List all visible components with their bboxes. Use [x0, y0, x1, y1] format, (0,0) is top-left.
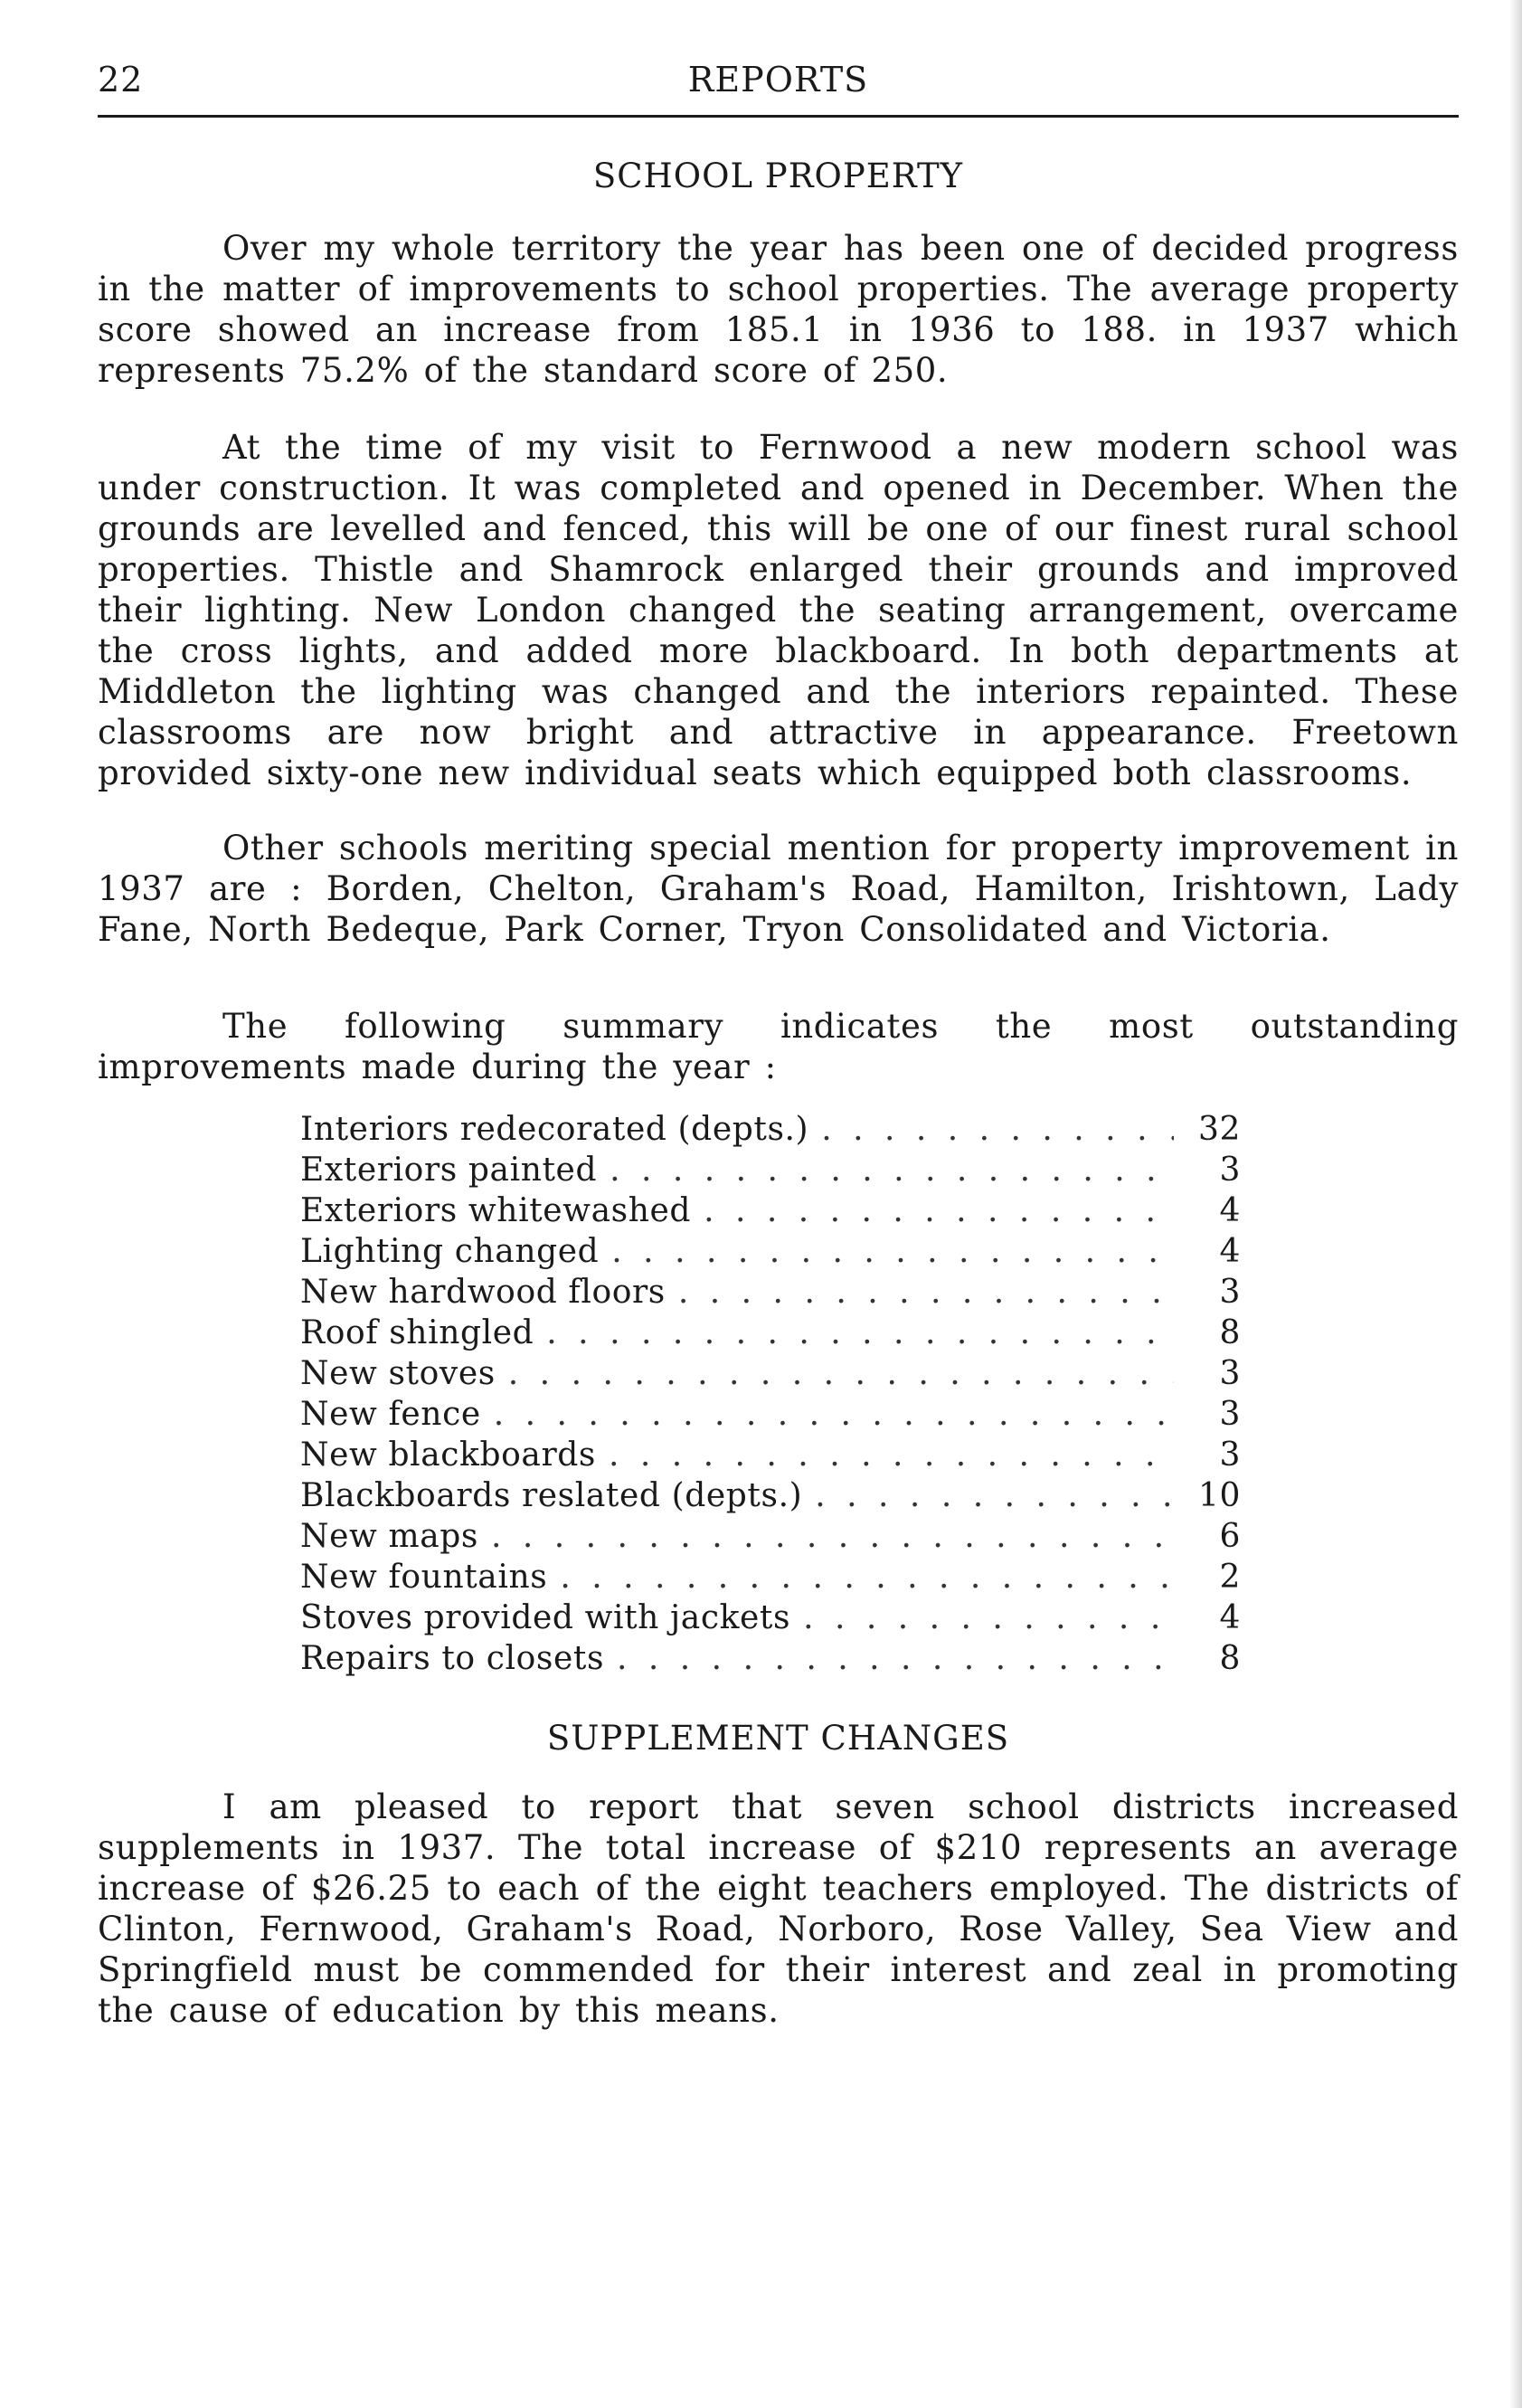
- summary-row: [300, 1477, 1241, 1518]
- summary-label: New fountains: [300, 1559, 548, 1596]
- summary-row: [300, 1314, 1241, 1355]
- running-title: REPORTS: [687, 60, 869, 100]
- summary-label: New fence: [300, 1396, 481, 1433]
- summary-label: New stoves: [300, 1355, 496, 1392]
- summary-label: New hardwood floors: [300, 1274, 666, 1311]
- summary-row: [300, 1233, 1241, 1274]
- dot-leader: [609, 1436, 1174, 1474]
- dot-leader: [815, 1477, 1174, 1514]
- summary-row: [300, 1152, 1241, 1192]
- summary-label: Interiors redecorated (depts.): [300, 1111, 809, 1148]
- summary-label: New maps: [300, 1518, 478, 1555]
- dot-leader: [494, 1396, 1174, 1433]
- summary-label: Roof shingled: [300, 1314, 534, 1351]
- header-rule: [98, 115, 1459, 118]
- summary-label: Blackboards reslated (depts.): [300, 1477, 803, 1514]
- improvements-summary: [300, 1111, 1241, 1681]
- summary-row: [300, 1599, 1241, 1640]
- page-edge-shadow: [1509, 0, 1522, 2408]
- summary-count: 8: [1219, 1314, 1241, 1351]
- property-paragraph-2: At the time of my visit to Fernwood a new modern school was under construction. It was completed and opened in December. When the grounds are levelled and fenced, this will be one of our finest rural school properties. Thistle and Shamrock enlarged their grounds and improved their lighting. New London changed the seating arrangement, overcame the cross lights, and added more blackboard. In both departments at Middleton the lighting was changed and the interiors repainted. These classrooms are now bright and attractive in appearance. Freetown provided sixty-one new individual seats which equipped both classrooms.: [98, 428, 1459, 792]
- dot-leader: [678, 1274, 1174, 1311]
- summary-label: Lighting changed: [300, 1233, 600, 1270]
- supplement-changes-heading: SUPPLEMENT CHANGES: [546, 1719, 1010, 1758]
- summary-count: 8: [1219, 1640, 1241, 1677]
- summary-row: [300, 1518, 1241, 1559]
- summary-row: [300, 1274, 1241, 1314]
- summary-count: 4: [1219, 1233, 1241, 1270]
- summary-count: 3: [1219, 1152, 1241, 1189]
- summary-count: 10: [1197, 1477, 1241, 1514]
- supplement-paragraph: I am pleased to report that seven school districts increased supplements in 1937. The total increase of $210 represents an average increase of $26.25 to each of the eight teachers employed. The districts of Clinton, Fernwood, Graham's Road, Norboro, Rose Valley, Sea View and Springfield must be commended for their interest and zeal in promoting the cause of education by this means.: [98, 1787, 1459, 2030]
- dot-leader: [546, 1314, 1174, 1351]
- summary-count: 4: [1219, 1599, 1241, 1636]
- dot-leader: [821, 1111, 1174, 1148]
- property-paragraph-4: The following summary indicates the most outstanding improvements made during the year :: [98, 1007, 1459, 1086]
- summary-count: 3: [1219, 1396, 1241, 1433]
- summary-label: Exteriors whitewashed: [300, 1192, 692, 1229]
- summary-row: [300, 1559, 1241, 1599]
- summary-row: [300, 1192, 1241, 1233]
- school-property-heading: SCHOOL PROPERTY: [592, 156, 964, 195]
- summary-count: 2: [1219, 1559, 1241, 1596]
- dot-leader: [610, 1152, 1174, 1189]
- dot-leader: [491, 1518, 1174, 1555]
- summary-label: Repairs to closets: [300, 1640, 605, 1677]
- summary-count: 32: [1197, 1111, 1241, 1148]
- dot-leader: [508, 1355, 1174, 1392]
- summary-row: [300, 1396, 1241, 1436]
- running-head: [98, 60, 1459, 103]
- dot-leader: [803, 1599, 1174, 1636]
- summary-row: [300, 1355, 1241, 1396]
- summary-row: [300, 1640, 1241, 1681]
- summary-count: 4: [1219, 1192, 1241, 1229]
- dot-leader: [611, 1233, 1174, 1270]
- summary-count: 3: [1219, 1274, 1241, 1311]
- dot-leader: [704, 1192, 1174, 1229]
- summary-count: 3: [1219, 1436, 1241, 1474]
- property-paragraph-1: Over my whole territory the year has been one of decided progress in the matter of improvements to school properties. The average property score showed an increase from 185.1 in 1936 to 188. in 1937 which represents 75.2% of the standard score of 250.: [98, 229, 1459, 390]
- summary-count: 3: [1219, 1355, 1241, 1392]
- summary-label: Exteriors painted: [300, 1152, 598, 1189]
- summary-row: [300, 1436, 1241, 1477]
- property-paragraph-3: Other schools meriting special mention for property improvement in 1937 are : Borden, Chelton, Graham's Road, Hamilton, Irishtown, Lady Fane, North Bedeque, Park Corner, Tryon Consolidated and Victoria.: [98, 829, 1459, 949]
- summary-label: Stoves provided with jackets: [300, 1599, 791, 1636]
- summary-label: New blackboards: [300, 1436, 596, 1474]
- dot-leader: [560, 1559, 1174, 1596]
- dot-leader: [617, 1640, 1174, 1677]
- page-number: 22: [98, 60, 144, 100]
- summary-row: [300, 1111, 1241, 1152]
- summary-count: 6: [1219, 1518, 1241, 1555]
